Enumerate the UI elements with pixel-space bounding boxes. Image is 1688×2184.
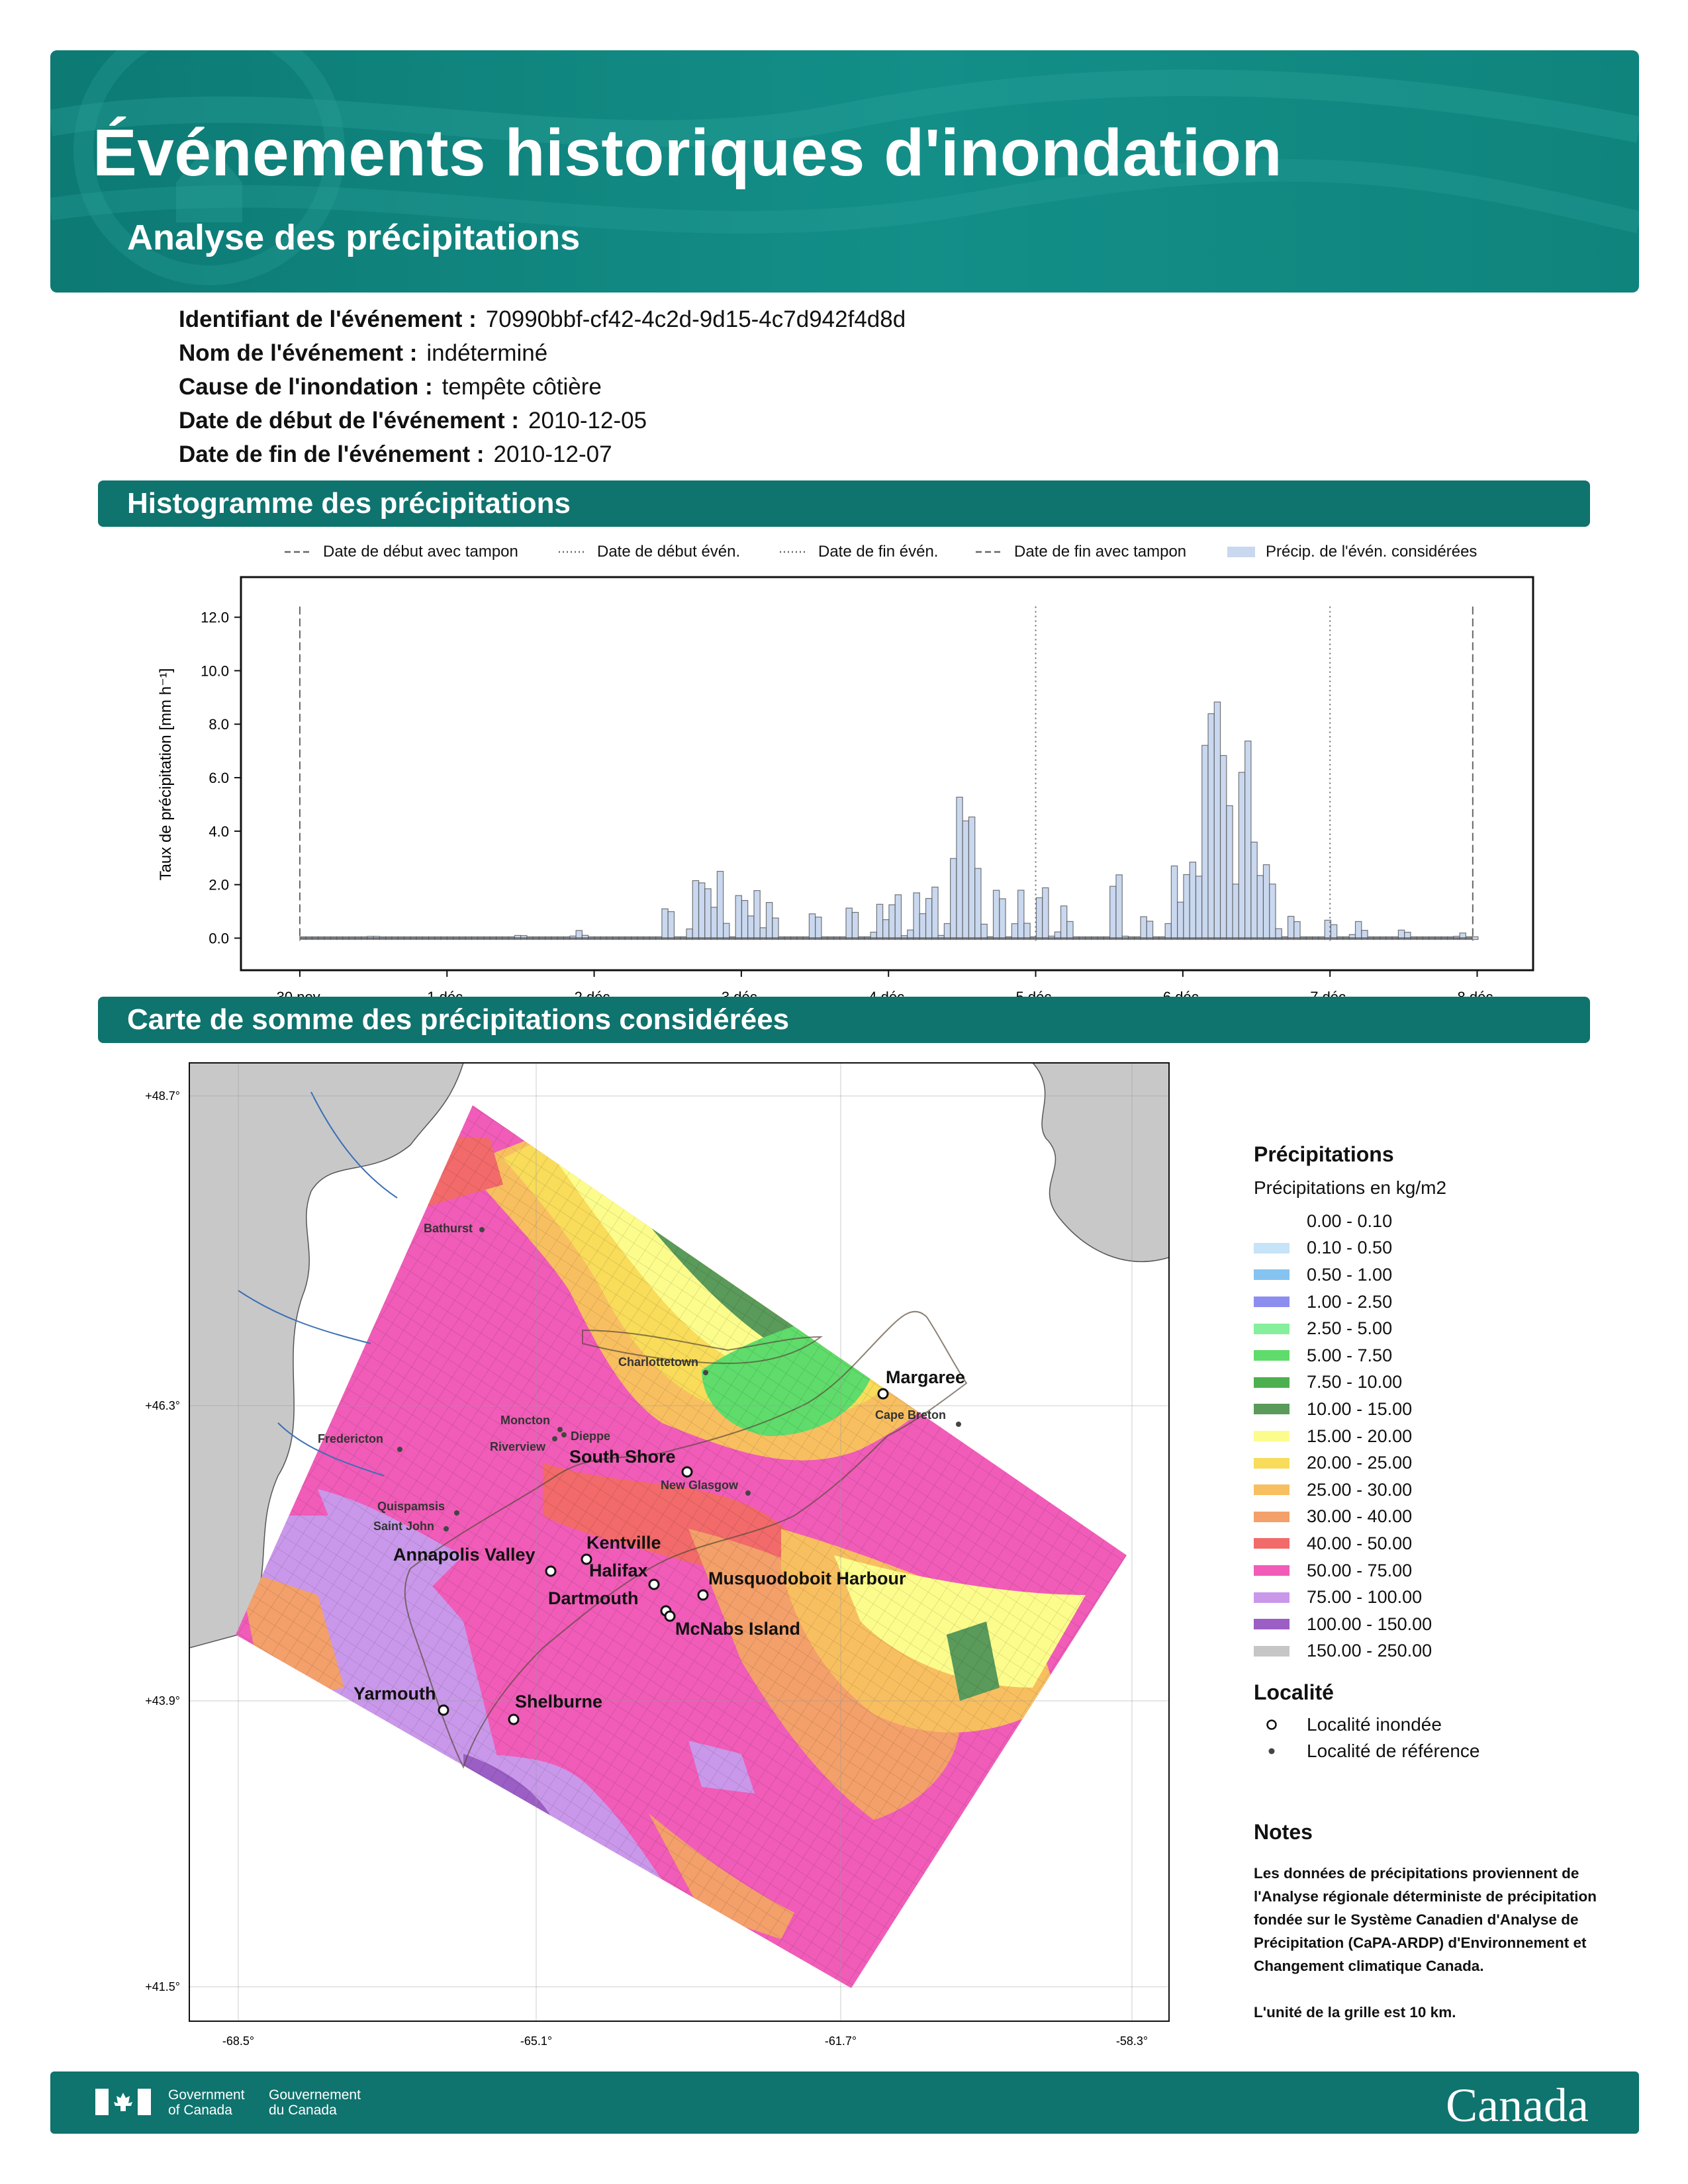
- map-legend-class: [1254, 1235, 1598, 1262]
- map-flood-label: Shelburne: [515, 1692, 603, 1711]
- histogram-bar: [1214, 702, 1220, 940]
- legend-swatch: [1254, 1269, 1289, 1280]
- map-lat-label: +41.5°: [145, 1980, 180, 1993]
- histogram-bar: [1239, 772, 1244, 940]
- histogram-bar: [705, 889, 711, 940]
- histogram-bars: [300, 702, 1478, 940]
- map-legend-class: [1254, 1449, 1598, 1477]
- event-name-row: [179, 340, 547, 367]
- map-lon-label: -65.1°: [520, 2034, 553, 2048]
- notes-block: [1254, 1820, 1598, 2024]
- legend-label-end-buffer: Date de fin avec tampon: [1014, 543, 1187, 561]
- map-flood-label: South Shore: [569, 1447, 676, 1467]
- map-flood-label: McNabs Island: [675, 1619, 801, 1639]
- histogram-bar: [816, 917, 821, 940]
- legend-swatch: [1254, 1646, 1289, 1657]
- legend-class-label: 0.00 - 0.10: [1307, 1210, 1393, 1231]
- map-legend-class: [1254, 1611, 1598, 1638]
- legend-swatch: [1254, 1404, 1289, 1414]
- y-tick-label: 4.0: [209, 823, 229, 840]
- histogram-bar: [1011, 924, 1017, 940]
- legend-class-label: 7.50 - 10.00: [1307, 1372, 1403, 1392]
- legend-class-label: 20.00 - 25.00: [1307, 1453, 1413, 1473]
- y-tick-label: 8.0: [209, 716, 229, 733]
- government-en-line1: Government: [168, 2087, 245, 2103]
- map-lon-label: -68.5°: [222, 2034, 255, 2048]
- precipitation-histogram: [0, 556, 1688, 1059]
- legend-class-label: 40.00 - 50.00: [1307, 1533, 1413, 1553]
- legend-class-label: 75.00 - 100.00: [1307, 1587, 1423, 1608]
- legend-swatch: [1254, 1592, 1289, 1603]
- legend-label-considered: Précip. de l'évén. considérées: [1266, 543, 1477, 561]
- histogram-reference-lines: [300, 606, 1473, 940]
- histogram-bar: [692, 881, 698, 940]
- notes-text-source: Les données de précipitations proviennent de l'Analyse régionale déterministe de précipitation fondée sur le Système Canadien d'Analyse de Précipitation (CaPA-ARDP) d'Environnement et Changement climatique Canada.: [1254, 1865, 1597, 1974]
- histogram-bar: [895, 895, 901, 940]
- histogram-bar: [1061, 906, 1067, 940]
- map-legend-class: [1254, 1638, 1598, 1665]
- histogram-bar: [1036, 897, 1042, 939]
- legend-swatch: [1254, 1458, 1289, 1469]
- government-en: [168, 2087, 245, 2118]
- legend-swatch: [1254, 1216, 1289, 1226]
- histogram-bar: [1227, 805, 1233, 939]
- histogram-bar: [1331, 925, 1336, 939]
- histogram-bar: [1208, 713, 1214, 939]
- histogram-bar: [968, 817, 974, 939]
- histogram-bar: [1171, 866, 1177, 939]
- histogram-bar: [1196, 876, 1201, 940]
- map-flood-label: Musquodoboit Harbour: [708, 1569, 906, 1588]
- legend-swatch: [1254, 1324, 1289, 1334]
- histogram-bar: [1141, 917, 1147, 939]
- map-legend-class: [1254, 1289, 1598, 1316]
- notes-title: Notes: [1254, 1820, 1313, 1844]
- histogram-bar: [889, 905, 895, 939]
- map-legend-class: [1254, 1261, 1598, 1289]
- header-banner: [50, 50, 1639, 293]
- event-id-row: [179, 306, 906, 333]
- histogram-bar: [1233, 884, 1239, 940]
- histogram-bar: [1024, 923, 1030, 939]
- legend-swatch: [1254, 1619, 1289, 1629]
- legend-class-label: 150.00 - 250.00: [1307, 1641, 1432, 1661]
- map-lat-label: +48.7°: [145, 1089, 180, 1103]
- legend-label-end-event: Date de fin évén.: [818, 543, 939, 561]
- map-legend-class: [1254, 1504, 1598, 1531]
- legend-class-label: 5.00 - 7.50: [1307, 1345, 1393, 1365]
- map-ref-label: Moncton: [500, 1414, 550, 1427]
- y-tick-label: 6.0: [209, 770, 229, 787]
- locality-legend-flooded: [1254, 1711, 1598, 1738]
- notes-text-grid-unit: L'unité de la grille est 10 km.: [1254, 2004, 1456, 2021]
- event-start-row: [179, 408, 647, 434]
- histogram-bar: [1472, 936, 1478, 939]
- histogram-bar: [741, 901, 747, 940]
- legend-swatch: [1254, 1377, 1289, 1388]
- map-ref-label: Riverview: [490, 1440, 546, 1453]
- histogram-bar: [735, 895, 741, 939]
- event-end-label: Date de fin de l'événement :: [179, 441, 485, 467]
- histogram-bar: [1356, 921, 1362, 939]
- locality-reference-label: Localité de référence: [1307, 1741, 1480, 1762]
- map-legend-class: [1254, 1557, 1598, 1584]
- map-lon-label: -58.3°: [1115, 2034, 1149, 2048]
- y-tick-label: 2.0: [209, 876, 229, 893]
- histogram-bar: [1245, 741, 1251, 940]
- histogram-bar: [957, 797, 962, 939]
- histogram-section-title: Histogramme des précipitations: [127, 487, 571, 520]
- histogram-bar: [1257, 876, 1263, 940]
- histogram-bar: [1116, 875, 1122, 940]
- map-legend-class: [1254, 1369, 1598, 1396]
- histogram-bar: [1294, 922, 1300, 940]
- histogram-bar: [1000, 899, 1006, 940]
- histogram-y-axis-label: Taux de précipitation [mm h⁻¹]: [157, 668, 175, 881]
- histogram-bar: [1270, 884, 1276, 940]
- map-ref-label: Dieppe: [571, 1430, 611, 1443]
- histogram-bar: [1018, 890, 1024, 939]
- map-flood-label: Yarmouth: [353, 1684, 436, 1704]
- histogram-bar: [1288, 917, 1294, 940]
- government-fr-line2: du Canada: [269, 2103, 337, 2118]
- footer: [50, 2071, 1639, 2134]
- event-start-value: 2010-12-05: [528, 408, 647, 433]
- histogram-bar: [809, 914, 815, 940]
- event-cause-value: tempête côtière: [442, 374, 602, 400]
- reference-marker-icon: [1254, 1745, 1289, 1758]
- histogram-bar: [1184, 874, 1190, 939]
- histogram-bar: [932, 887, 938, 939]
- map-legend-class: [1254, 1315, 1598, 1342]
- legend-class-label: 25.00 - 30.00: [1307, 1479, 1413, 1500]
- event-cause-label: Cause de l'inondation :: [179, 374, 433, 400]
- legend-swatch: [1254, 1538, 1289, 1549]
- histogram-bar: [662, 909, 668, 939]
- legend-swatch: [1254, 1431, 1289, 1441]
- legend-label-start-event: Date de début évén.: [597, 543, 741, 561]
- map-ref-label: Quispamsis: [377, 1500, 445, 1513]
- histogram-bar: [975, 868, 981, 939]
- map-flood-label: Kentville: [586, 1533, 661, 1553]
- map-legend: [1254, 1142, 1598, 1764]
- map-legend-class: [1254, 1423, 1598, 1450]
- event-cause-row: [179, 374, 602, 400]
- histogram-bar: [1178, 902, 1184, 939]
- histogram-bar: [883, 920, 889, 940]
- histogram-bar: [944, 923, 950, 939]
- legend-label-start-buffer: Date de début avec tampon: [323, 543, 518, 561]
- map-legend-class: [1254, 1477, 1598, 1504]
- map-section-title: Carte de somme des précipitations considérées: [127, 1003, 790, 1036]
- y-tick-label: 10.0: [201, 662, 229, 680]
- event-start-label: Date de début de l'événement :: [179, 408, 519, 433]
- histogram-bar: [919, 914, 925, 940]
- histogram-bar: [1165, 923, 1171, 939]
- legend-swatch: [1254, 1484, 1289, 1495]
- event-id-label: Identifiant de l'événement :: [179, 306, 477, 332]
- map-legend-title: Précipitations: [1254, 1142, 1394, 1166]
- government-fr-line1: Gouvernement: [269, 2087, 361, 2103]
- event-id-value: 70990bbf-cf42-4c2d-9d15-4c7d942f4d8d: [485, 306, 906, 332]
- map-legend-class: [1254, 1208, 1598, 1235]
- legend-swatch: [1254, 1565, 1289, 1576]
- map-flood-label: Dartmouth: [548, 1588, 639, 1608]
- histogram-bar: [951, 858, 957, 939]
- locality-legend-title: Localité: [1254, 1680, 1334, 1705]
- histogram-bar: [981, 924, 987, 939]
- map-legend-class: [1254, 1396, 1598, 1423]
- histogram-bar: [926, 899, 932, 940]
- histogram-bar: [1110, 886, 1116, 939]
- legend-class-label: 30.00 - 40.00: [1307, 1506, 1413, 1527]
- histogram-bar: [1251, 842, 1257, 939]
- map-lat-label: +43.9°: [145, 1694, 180, 1707]
- map-flood-label: Halifax: [589, 1561, 648, 1580]
- map-flood-label: Annapolis Valley: [393, 1545, 536, 1565]
- histogram-bar: [938, 935, 944, 939]
- map-legend-classes: [1254, 1208, 1598, 1664]
- legend-class-label: 2.50 - 5.00: [1307, 1318, 1393, 1339]
- histogram-bar: [1147, 921, 1152, 940]
- map-legend-class: [1254, 1530, 1598, 1557]
- legend-class-label: 0.50 - 1.00: [1307, 1264, 1393, 1285]
- legend-swatch: [1254, 1350, 1289, 1361]
- map-ref-label: Bathurst: [424, 1222, 473, 1235]
- event-end-row: [179, 441, 612, 468]
- map-ref-label: New Glasgow: [661, 1479, 739, 1492]
- histogram-bar: [711, 907, 717, 940]
- y-tick-label: 12.0: [201, 609, 229, 626]
- map-ref-label: Fredericton: [318, 1432, 384, 1445]
- canada-flag-icon: [95, 2089, 151, 2115]
- histogram-bar: [1190, 862, 1196, 940]
- histogram-bar: [1263, 865, 1269, 940]
- histogram-bar: [876, 904, 882, 939]
- government-fr: [269, 2087, 361, 2118]
- locality-legend-reference: [1254, 1738, 1598, 1764]
- histogram-bar: [1221, 756, 1227, 940]
- histogram-bar: [699, 883, 705, 940]
- map-ref-label: Saint John: [373, 1520, 435, 1533]
- histogram-bar: [668, 911, 674, 939]
- map-ref-label: Charlottetown: [618, 1355, 698, 1369]
- histogram-bar: [724, 923, 729, 939]
- map-ref-label: Cape Breton: [875, 1408, 947, 1422]
- flooded-marker-icon: [1254, 1718, 1289, 1731]
- histogram-bar: [582, 935, 588, 939]
- histogram-bar: [852, 913, 858, 940]
- histogram-frame: [241, 577, 1533, 970]
- histogram-bar: [1043, 887, 1049, 939]
- histogram-bar: [514, 935, 520, 939]
- histogram-bar: [773, 918, 778, 939]
- legend-swatch: [1254, 1512, 1289, 1522]
- map-legend-class: [1254, 1584, 1598, 1611]
- histogram-bar: [748, 916, 754, 940]
- legend-class-label: 100.00 - 150.00: [1307, 1614, 1432, 1634]
- canada-wordmark: Canada: [1446, 2079, 1589, 2132]
- histogram-bar: [1202, 745, 1208, 939]
- legend-class-label: 50.00 - 75.00: [1307, 1560, 1413, 1580]
- legend-class-label: 15.00 - 20.00: [1307, 1426, 1413, 1446]
- histogram-bar: [754, 891, 760, 940]
- histogram-bar: [1067, 921, 1073, 939]
- histogram-bar: [914, 893, 919, 939]
- map-lat-label: +46.3°: [145, 1399, 180, 1412]
- event-name-value: indéterminé: [426, 340, 548, 366]
- page-subtitle: Analyse des précipitations: [127, 218, 581, 257]
- locality-flooded-label: Localité inondée: [1307, 1714, 1442, 1735]
- histogram-bar: [994, 890, 1000, 939]
- y-tick-label: 0.0: [209, 930, 229, 947]
- map-lon-label: -61.7°: [824, 2034, 857, 2048]
- histogram-bar: [717, 872, 723, 940]
- map-section-header: [98, 997, 1590, 1043]
- event-name-label: Nom de l'événement :: [179, 340, 418, 366]
- histogram-bar: [846, 908, 852, 939]
- histogram-bar: [962, 821, 968, 939]
- map-legend-subtitle: Précipitations en kg/m2: [1254, 1177, 1447, 1198]
- histogram-bar: [767, 903, 773, 940]
- legend-swatch: [1254, 1297, 1289, 1307]
- legend-class-label: 10.00 - 15.00: [1307, 1398, 1413, 1419]
- map-legend-class: [1254, 1342, 1598, 1369]
- map-flood-label: Margaree: [886, 1367, 966, 1387]
- page-title: Événements historiques d'inondation: [93, 116, 1283, 190]
- government-en-line2: of Canada: [168, 2103, 232, 2118]
- legend-swatch: [1254, 1243, 1289, 1253]
- legend-class-label: 0.10 - 0.50: [1307, 1238, 1393, 1258]
- legend-class-label: 1.00 - 2.50: [1307, 1291, 1393, 1312]
- histogram-section-header: [98, 480, 1590, 527]
- event-end-value: 2010-12-07: [493, 441, 612, 467]
- histogram-y-axis: [201, 610, 241, 947]
